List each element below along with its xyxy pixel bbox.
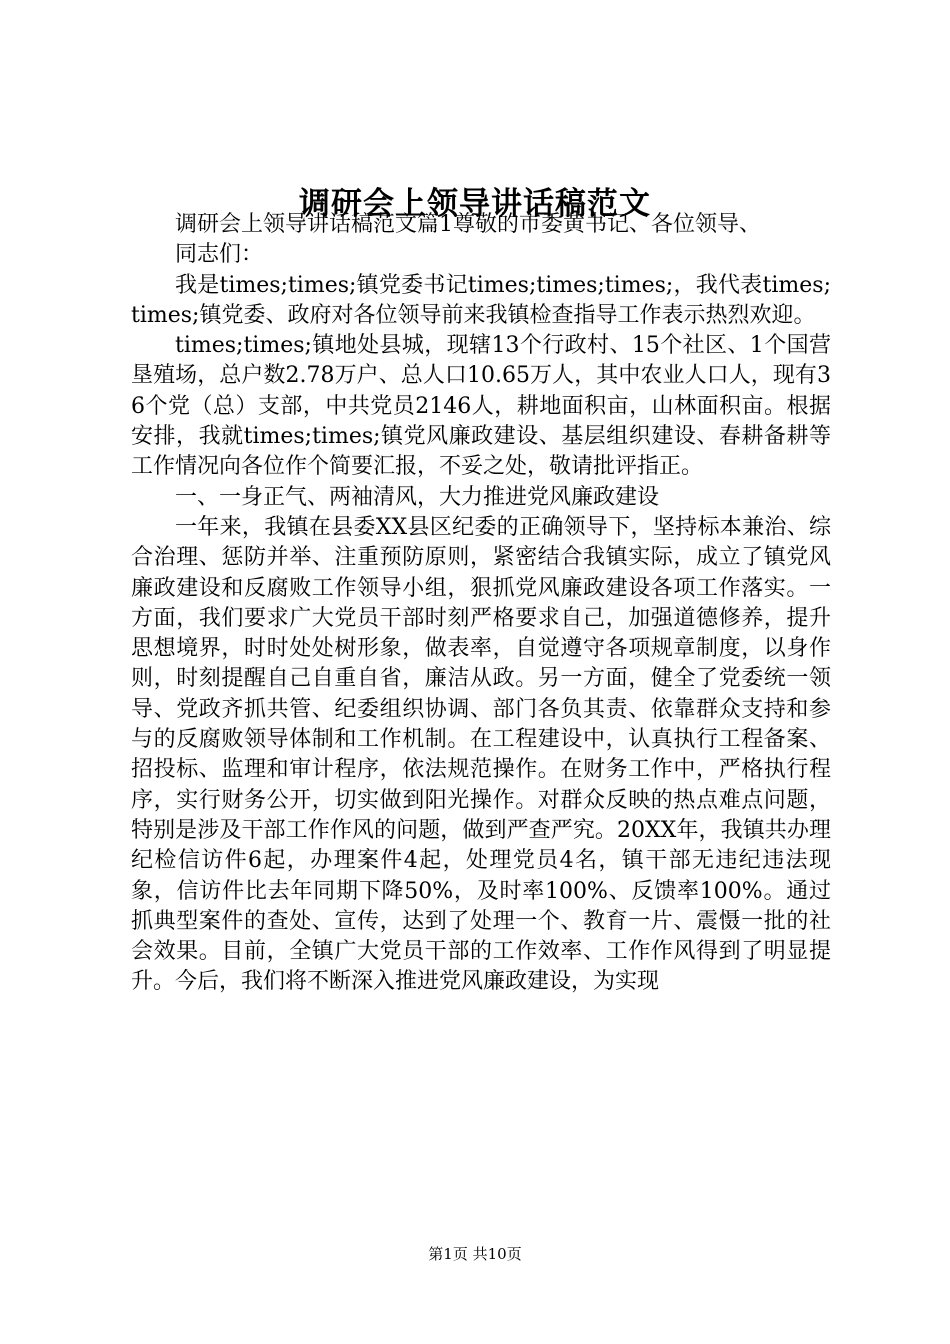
paragraph-welcome: 我是times;times;镇党委书记times;times;times;，我代表times;times;镇党委、政府对各位领导前来我镇检查指导工作表示热烈欢迎。 bbox=[131, 272, 831, 328]
paragraph-salutation: 同志们： bbox=[175, 242, 264, 268]
page-footer: 第1页 共10页 bbox=[428, 1245, 522, 1263]
document-body bbox=[131, 210, 831, 998]
paragraph-anti-corruption: 一年来，我镇在县委XX县区纪委的正确领导下，坚持标本兼治、综合治理、惩防并举、注重预防原则，紧密结合我镇实际，成立了镇党风廉政建设和反腐败工作领导小组，狠抓党风廉政建设各项工作落实。一方面，我们要求广大党员干部时刻严格要求自己，加强道德修养，提升思想境界，时时处处树形象，做表率，自觉遵守各项规章制度，以身作则，时刻提醒自己自重自省，廉洁从政。另一方面，健全了党委统一领导、党政齐抓共管、纪委组织协调、部门各负其责、依靠群众支持和参与的反腐败领导体制和工作机制。在工程建设中，认真执行工程备案、招投标、监理和审计程序，依法规范操作。在财务工作中，严格执行程序，实行财务公开，切实做到阳光操作。对群众反映的热点难点问题，特别是涉及干部工作作风的问题，做到严查严究。20XX年，我镇共办理纪检信访件6起，办理案件4起，处理党员4名，镇干部无违纪违法现象，信访件比去年同期下降50%，及时率100%、反馈率100%。通过抓典型案件的查处、宣传，达到了处理一个、教育一片、震慑一批的社会效果。目前，全镇广大党员干部的工作效率、工作作风得到了明显提升。今后，我们将不断深入推进党风廉政建设，为实现 bbox=[131, 514, 831, 995]
paragraph-greeting: 调研会上领导讲话稿范文篇1尊敬的市委黄书记、各位领导、 bbox=[175, 212, 761, 237]
document-title: 调研会上领导讲话稿范文 bbox=[299, 186, 651, 222]
paragraph-town-overview: times;times;镇地处县城，现辖13个行政村、15个社区、1个国营垦殖场，总户数2.78万户、总人口10.65万人，其中农业人口人，现有36个党（总）支部，中共党员2146人，耕地面积亩，山林面积亩。根据安排，我就times;times;镇党风廉政建设、基层组织建设、春耕备耕等工作情况向各位作个简要汇报，不妥之处，敬请批评指正。 bbox=[131, 333, 831, 480]
section-heading-1: 一、一身正气、两袖清风，大力推进党风廉政建设 bbox=[175, 484, 660, 510]
